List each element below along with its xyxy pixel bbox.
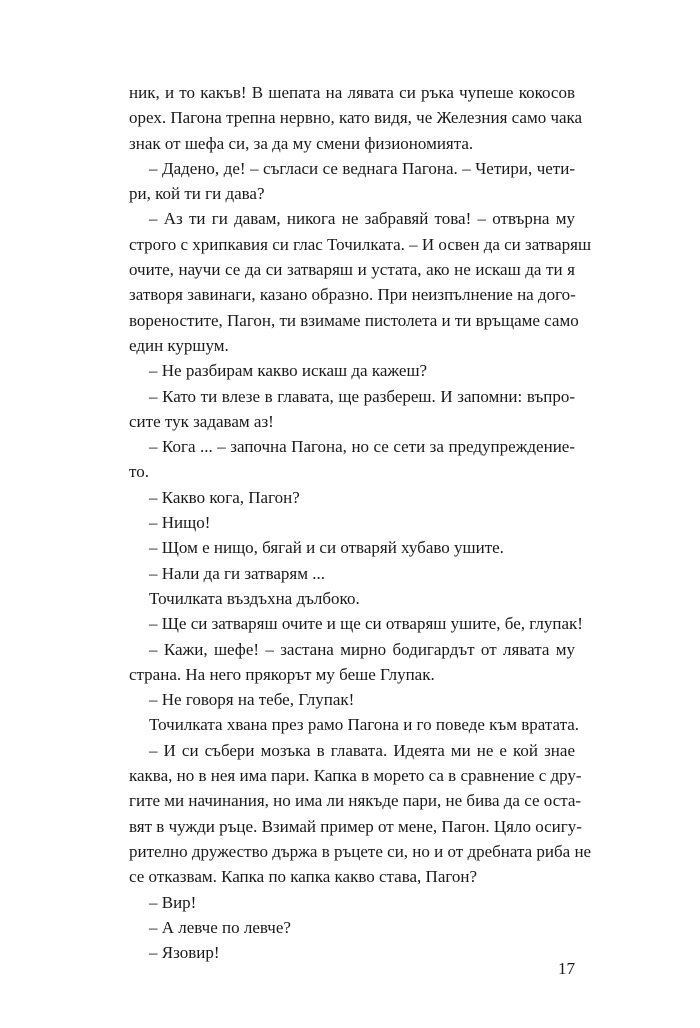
text-line: каква, но в нея има пари. Капка в морето са в сравнение с дру-	[129, 766, 582, 786]
text-line: – Като ти влезе в главата, ще разбереш. И запомни: въпро-	[149, 386, 575, 406]
text-line: – Кажи, шефе! – застана мирно бодигардът от лявата му	[149, 639, 575, 659]
text-line: – И си събери мозъка в главата. Идеята ми не е кой знае	[149, 740, 575, 760]
text-line: гите ми начинания, но има ли някъде пари, не бива да се оста-	[129, 791, 582, 811]
text-line: – А левче по левче?	[149, 917, 291, 937]
text-line: – Ще си затваряш очите и ще си отваряш ушите, бе, глупак!	[149, 614, 583, 634]
text-line: – Не разбирам какво искаш да кажеш?	[149, 361, 428, 381]
text-line: вореностите, Пагон, ти взимаме пистолета и ти връщаме само	[129, 310, 579, 330]
text-line: Точилката въздъхна дълбоко.	[149, 588, 360, 608]
body-text	[129, 80, 592, 965]
text-line: страна. На него прякорът му беше Глупак.	[129, 664, 435, 684]
text-line: – Аз ти ги давам, никога не забравяй това! – отвърна му	[149, 209, 575, 229]
text-line: – Нали да ги затварям ...	[149, 563, 325, 583]
text-line: сите тук задавам аз!	[129, 411, 274, 431]
text-line: Точилката хвана през рамо Пагона и го поведе към вратата.	[149, 715, 580, 735]
text-line: се отказвам. Капка по капка какво става, Пагон?	[129, 867, 478, 887]
text-line: – Язовир!	[149, 943, 220, 963]
text-line: – Какво кога, Пагон?	[149, 487, 300, 507]
page-number: 17	[558, 959, 575, 978]
text-line: – Вир!	[149, 892, 197, 912]
text-line: един куршум.	[129, 335, 229, 355]
text-line: – Дадено, де! – съгласи се веднага Пагона. – Четири, чети-	[149, 158, 575, 178]
text-line: – Не говоря на тебе, Глупак!	[149, 690, 355, 710]
text-line: рително дружество държа в ръцете си, но и от дребната риба не	[129, 841, 592, 861]
text-line: вят в чужди ръце. Взимай пример от мене, Пагон. Цяло осигу-	[129, 816, 582, 836]
text-line: строго с хрипкавия си глас Точилката. – И освен да си затваряш	[129, 234, 592, 254]
text-line: очите, научи се да си затваряш и устата, ако не искаш да ти я	[129, 260, 575, 280]
text-line: ник, и то какъв! В шепата на лявата си ръка чупеше кокосов	[129, 83, 575, 102]
text-line: знак от шефа си, за да му смени физиономията.	[129, 133, 474, 153]
text-line: – Щом е нищо, бягай и си отваряй хубаво ушите.	[149, 538, 504, 558]
text-line: орех. Пагона трепна нервно, като видя, че Железния само чака	[129, 108, 583, 128]
text-line: затворя завинаги, казано образно. При неизпълнение на дого-	[129, 285, 576, 305]
text-line: ри, кой ти ги дава?	[129, 184, 265, 204]
text-line: – Кога ... – започна Пагона, но се сети за предупреждение-	[149, 437, 575, 457]
text-line: – Нищо!	[149, 513, 211, 533]
text-line: то.	[129, 462, 149, 482]
